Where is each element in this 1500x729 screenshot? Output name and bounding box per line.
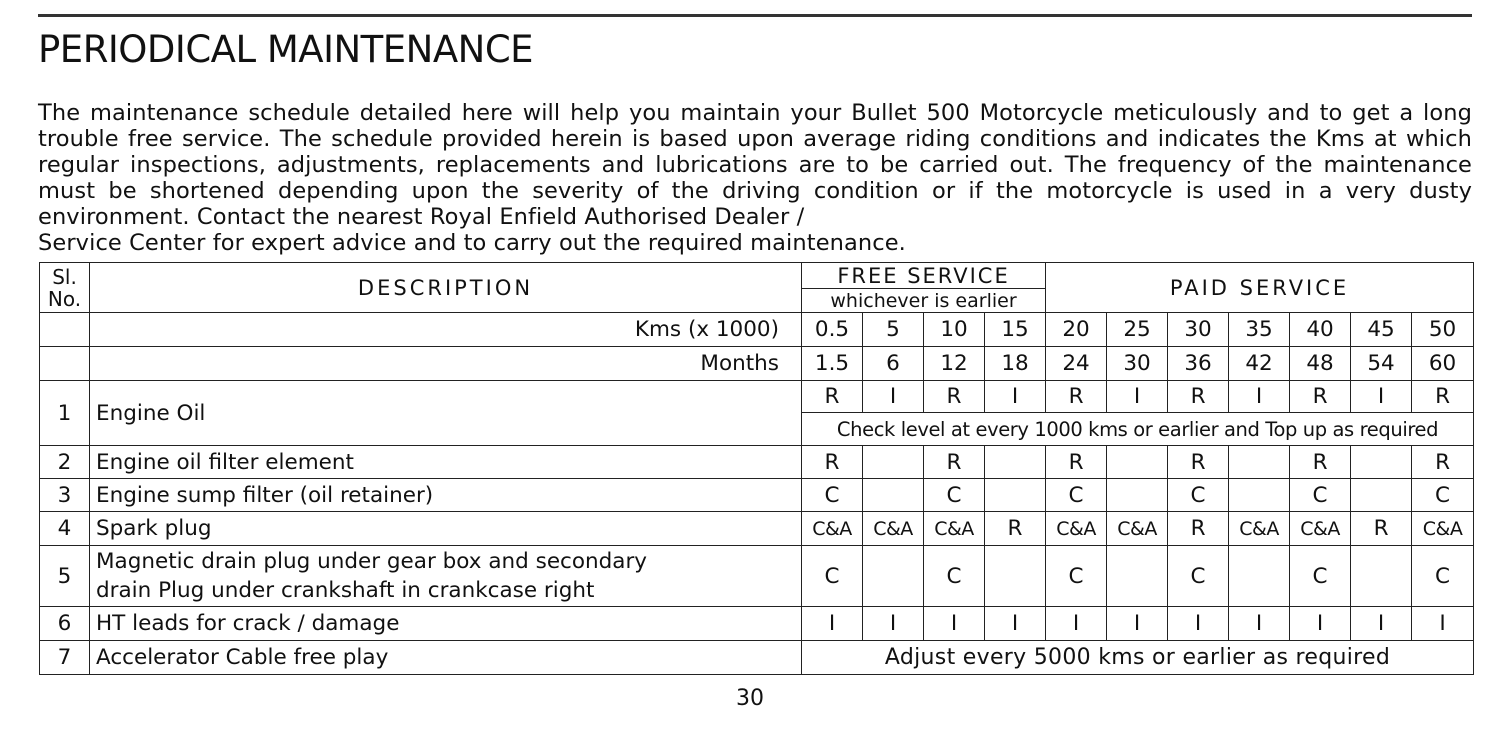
page-number: 30 [736, 686, 764, 711]
interval-cell [1351, 479, 1412, 512]
interval-cell: 10 [924, 313, 985, 347]
interval-cell [1107, 446, 1168, 479]
interval-cell: C [1168, 546, 1229, 607]
interval-cell: R [1290, 446, 1351, 479]
header-sl: Sl. [52, 264, 77, 289]
interval-cell: I [1412, 607, 1474, 641]
intro-paragraph [38, 100, 1472, 256]
interval-cell: C [1046, 546, 1107, 607]
interval-cell: I [1351, 607, 1412, 641]
interval-cell: R [802, 446, 863, 479]
table-row [40, 479, 1474, 512]
interval-cell: C [802, 479, 863, 512]
engine-oil-note: Check level at every 1000 kms or earlier and Top up as required [802, 413, 1474, 446]
months-label: Months [90, 347, 802, 381]
interval-cell: I [1168, 607, 1229, 641]
row-sl: 4 [40, 512, 90, 546]
maintenance-schedule-table [39, 262, 1474, 675]
interval-cell: 20 [1046, 313, 1107, 347]
row-description: HT leads for crack / damage [90, 607, 802, 641]
row-sl: 2 [40, 446, 90, 479]
interval-cell: R [1168, 512, 1229, 546]
table-row [40, 546, 1474, 607]
row-sl: 5 [40, 546, 90, 607]
interval-cell: R [1351, 512, 1412, 546]
interval-cell [1229, 546, 1290, 607]
interval-cell: C&A [1229, 512, 1290, 546]
interval-cell [863, 546, 924, 607]
interval-cell: 40 [1290, 313, 1351, 347]
interval-cell: C&A [1046, 512, 1107, 546]
interval-cell: C [1046, 479, 1107, 512]
interval-cell [985, 546, 1046, 607]
row-sl: 6 [40, 607, 90, 641]
interval-cell: I [1229, 607, 1290, 641]
accelerator-adjust-note: Adjust every 5000 kms or earlier as required [802, 641, 1474, 675]
interval-cell: I [1351, 381, 1412, 413]
interval-cell: C [802, 546, 863, 607]
interval-cell: I [863, 381, 924, 413]
table-row [40, 512, 1474, 546]
interval-cell [1229, 479, 1290, 512]
interval-cell: 18 [985, 347, 1046, 381]
table-row [40, 381, 1474, 413]
row-description [90, 546, 802, 607]
interval-cell: 1.5 [802, 347, 863, 381]
row-sl: 7 [40, 641, 90, 675]
header-no: No. [47, 286, 82, 311]
interval-cell: C&A [1290, 512, 1351, 546]
interval-cell: R [1412, 446, 1474, 479]
row-description-line-2: drain Plug under crankshaft in crankcase right [96, 578, 595, 603]
header-paid-service: PAID SERVICE [1046, 263, 1474, 313]
interval-cell: R [924, 446, 985, 479]
interval-cell: 54 [1351, 347, 1412, 381]
row-description: Spark plug [90, 512, 802, 546]
interval-cell: I [1290, 607, 1351, 641]
interval-cell [863, 479, 924, 512]
interval-cell: I [924, 607, 985, 641]
interval-cell [1351, 546, 1412, 607]
interval-cell: I [985, 607, 1046, 641]
interval-cell: 30 [1107, 347, 1168, 381]
interval-cell: I [1046, 607, 1107, 641]
interval-cell: I [863, 607, 924, 641]
interval-cell: R [802, 381, 863, 413]
row-description: Engine Oil [90, 381, 802, 446]
interval-cell: R [1168, 446, 1229, 479]
header-sl-no [40, 263, 90, 313]
interval-cell: 6 [863, 347, 924, 381]
interval-cell: R [1046, 381, 1107, 413]
interval-cell: 0.5 [802, 313, 863, 347]
interval-cell: C [1290, 546, 1351, 607]
interval-cell: R [924, 381, 985, 413]
header-description: DESCRIPTION [90, 263, 802, 313]
table-row [40, 446, 1474, 479]
page-title: PERIODICAL MAINTENANCE [38, 28, 534, 71]
interval-cell: 45 [1351, 313, 1412, 347]
interval-cell: I [985, 381, 1046, 413]
intro-text: The maintenance schedule detailed here will help you maintain your Bullet 500 Motorcycle meticulously and to get a long trouble free service. The schedule provided herein is based upon average riding conditions and indicates the Kms at which regular inspections, adjustments, replacements and lubrications are to be carried out. The frequency of the maintenance must be shortened depending upon the severity of the driving condition or if the motorcycle is used in a very dusty environment. Contact the nearest Royal Enfield Authorised Dealer / [38, 100, 1472, 230]
interval-cell: 24 [1046, 347, 1107, 381]
row-description: Engine oil filter element [90, 446, 802, 479]
interval-cell: 50 [1412, 313, 1474, 347]
table-row [40, 607, 1474, 641]
interval-cell: C [1168, 479, 1229, 512]
interval-cell: C&A [1412, 512, 1474, 546]
interval-cell: C [924, 479, 985, 512]
interval-cell: 30 [1168, 313, 1229, 347]
interval-cell: C&A [1107, 512, 1168, 546]
empty-cell [40, 347, 90, 381]
interval-cell: C [1412, 479, 1474, 512]
interval-cell: 5 [863, 313, 924, 347]
interval-cell: R [1046, 446, 1107, 479]
row-sl: 3 [40, 479, 90, 512]
empty-cell [40, 313, 90, 347]
interval-cell [1229, 446, 1290, 479]
interval-cell [1107, 546, 1168, 607]
kms-label: Kms (x 1000) [90, 313, 802, 347]
interval-cell: I [1107, 607, 1168, 641]
row-description-line-1: Magnetic drain plug under gear box and secondary [96, 549, 648, 574]
row-description: Engine sump filter (oil retainer) [90, 479, 802, 512]
interval-cell [985, 446, 1046, 479]
intro-text-last-line: Service Center for expert advice and to carry out the required maintenance. [38, 230, 906, 256]
interval-cell [1107, 479, 1168, 512]
interval-cell: C&A [863, 512, 924, 546]
header-whichever-earlier: whichever is earlier [802, 289, 1046, 313]
top-rule [38, 14, 1472, 17]
months-row [40, 347, 1474, 381]
interval-cell: 48 [1290, 347, 1351, 381]
interval-cell: 42 [1229, 347, 1290, 381]
interval-cell [863, 446, 924, 479]
interval-cell: 35 [1229, 313, 1290, 347]
interval-cell: I [802, 607, 863, 641]
interval-cell: 15 [985, 313, 1046, 347]
interval-cell: C&A [802, 512, 863, 546]
interval-cell: C [924, 546, 985, 607]
interval-cell: R [1168, 381, 1229, 413]
interval-cell: 25 [1107, 313, 1168, 347]
interval-cell: 12 [924, 347, 985, 381]
interval-cell: 60 [1412, 347, 1474, 381]
interval-cell: C [1412, 546, 1474, 607]
interval-cell: C [1290, 479, 1351, 512]
header-free-service: FREE SERVICE [802, 263, 1046, 289]
interval-cell [985, 479, 1046, 512]
row-description: Accelerator Cable free play [90, 641, 802, 675]
kms-row [40, 313, 1474, 347]
table-row [40, 641, 1474, 675]
interval-cell: R [1290, 381, 1351, 413]
interval-cell: 36 [1168, 347, 1229, 381]
row-sl: 1 [40, 381, 90, 446]
interval-cell [1351, 446, 1412, 479]
interval-cell: R [985, 512, 1046, 546]
interval-cell: I [1107, 381, 1168, 413]
interval-cell: I [1229, 381, 1290, 413]
interval-cell: C&A [924, 512, 985, 546]
interval-cell: R [1412, 381, 1474, 413]
